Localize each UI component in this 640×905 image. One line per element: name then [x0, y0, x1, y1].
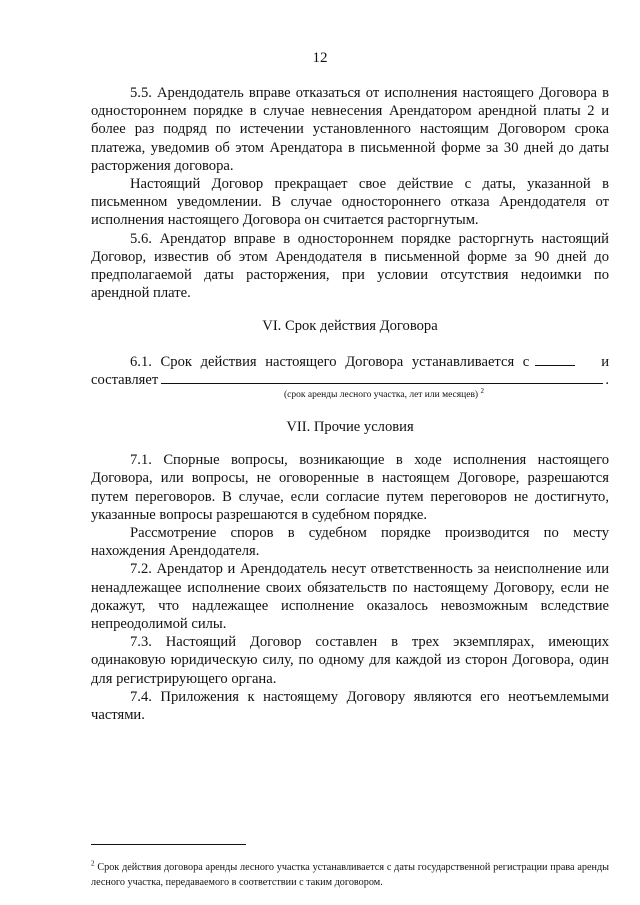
lease-term-hint — [91, 386, 609, 401]
lease-term-blank[interactable] — [161, 371, 603, 384]
section-7-heading: VII. Прочие условия — [286, 419, 414, 436]
page-number: 12 — [312, 50, 328, 66]
section-6-heading: VI. Срок действия Договора — [262, 318, 438, 335]
clause-6-1 — [91, 353, 609, 401]
lease-term-hint-text: (срок аренды лесного участка, лет или месяцев) — [284, 390, 479, 401]
clause-5-5: 5.5. Арендодатель вправе отказаться от исполнения настоящего Договора в одностороннем порядке в случае невнесения Арендатором арендной платы 2 и более раз подряд по истечении установленного настоящим Договором срока платежа, уведомив об этом Арендатора в письменной форме за 30 дней до даты расторжения договора. — [91, 85, 609, 174]
clause-7-3: 7.3. Настоящий Договор составлен в трех экземплярах, имеющих одинаковую юридическую силу, по одному для каждой из сторон Договора, один для регистрирующего органа. — [91, 634, 609, 687]
clause-7-4: 7.4. Приложения к настоящему Договору являются его неотъемлемыми частями. — [91, 688, 609, 724]
clause-6-1-and: и — [601, 353, 609, 370]
clause-7-1-continuation: Рассмотрение споров в судебном порядке производится по месту нахождения Арендодателя. — [91, 525, 609, 560]
footnote-ref: 2 — [480, 386, 484, 395]
footnote-divider — [91, 844, 246, 845]
clause-6-1-makes: составляет — [91, 371, 159, 388]
footnote-text: Срок действия договора аренды лесного участка устанавливается с даты государственной регистрации права аренды лесного участка, передаваемого в соответствии с таким договором. — [91, 862, 610, 888]
clause-7-1: 7.1. Спорные вопросы, возникающие в ходе исполнения настоящего Договора, или вопросы, не оговоренные в настоящем Договоре, разрешаются путем переговоров. В случае, если согласие путем переговоров не достигнуто, указанные вопросы разрешаются в судебном порядке. — [91, 452, 609, 523]
clause-5-5-continuation: Настоящий Договор прекращает свое действие с даты, указанной в письменном уведомлении. В случае одностороннего отказа Арендодателя от исполнения настоящего Договора он считается расторгнутым. — [91, 176, 609, 229]
clause-6-1-start: 6.1. Срок действия настоящего Договора устанавливается с — [130, 353, 530, 370]
page-body — [91, 84, 609, 724]
clause-7-2: 7.2. Арендатор и Арендодатель несут ответственность за неисполнение или ненадлежащее исполнение своих обязательств по настоящему Договору, если не докажут, что надлежащее исполнение оказалось невозможным вследствие непреодолимой силы. — [91, 561, 609, 633]
start-date-blank[interactable] — [535, 353, 575, 366]
clause-6-1-end: . — [605, 371, 609, 388]
footnote-number: 2 — [91, 859, 95, 868]
clause-5-6: 5.6. Арендатор вправе в одностороннем порядке расторгнуть настоящий Договор, известив об этом Арендодателя в письменной форме за 90 дней до предполагаемой даты расторжения, при условии отсутствия недоимки по арендной плате. — [91, 230, 609, 302]
footnote — [91, 861, 609, 890]
